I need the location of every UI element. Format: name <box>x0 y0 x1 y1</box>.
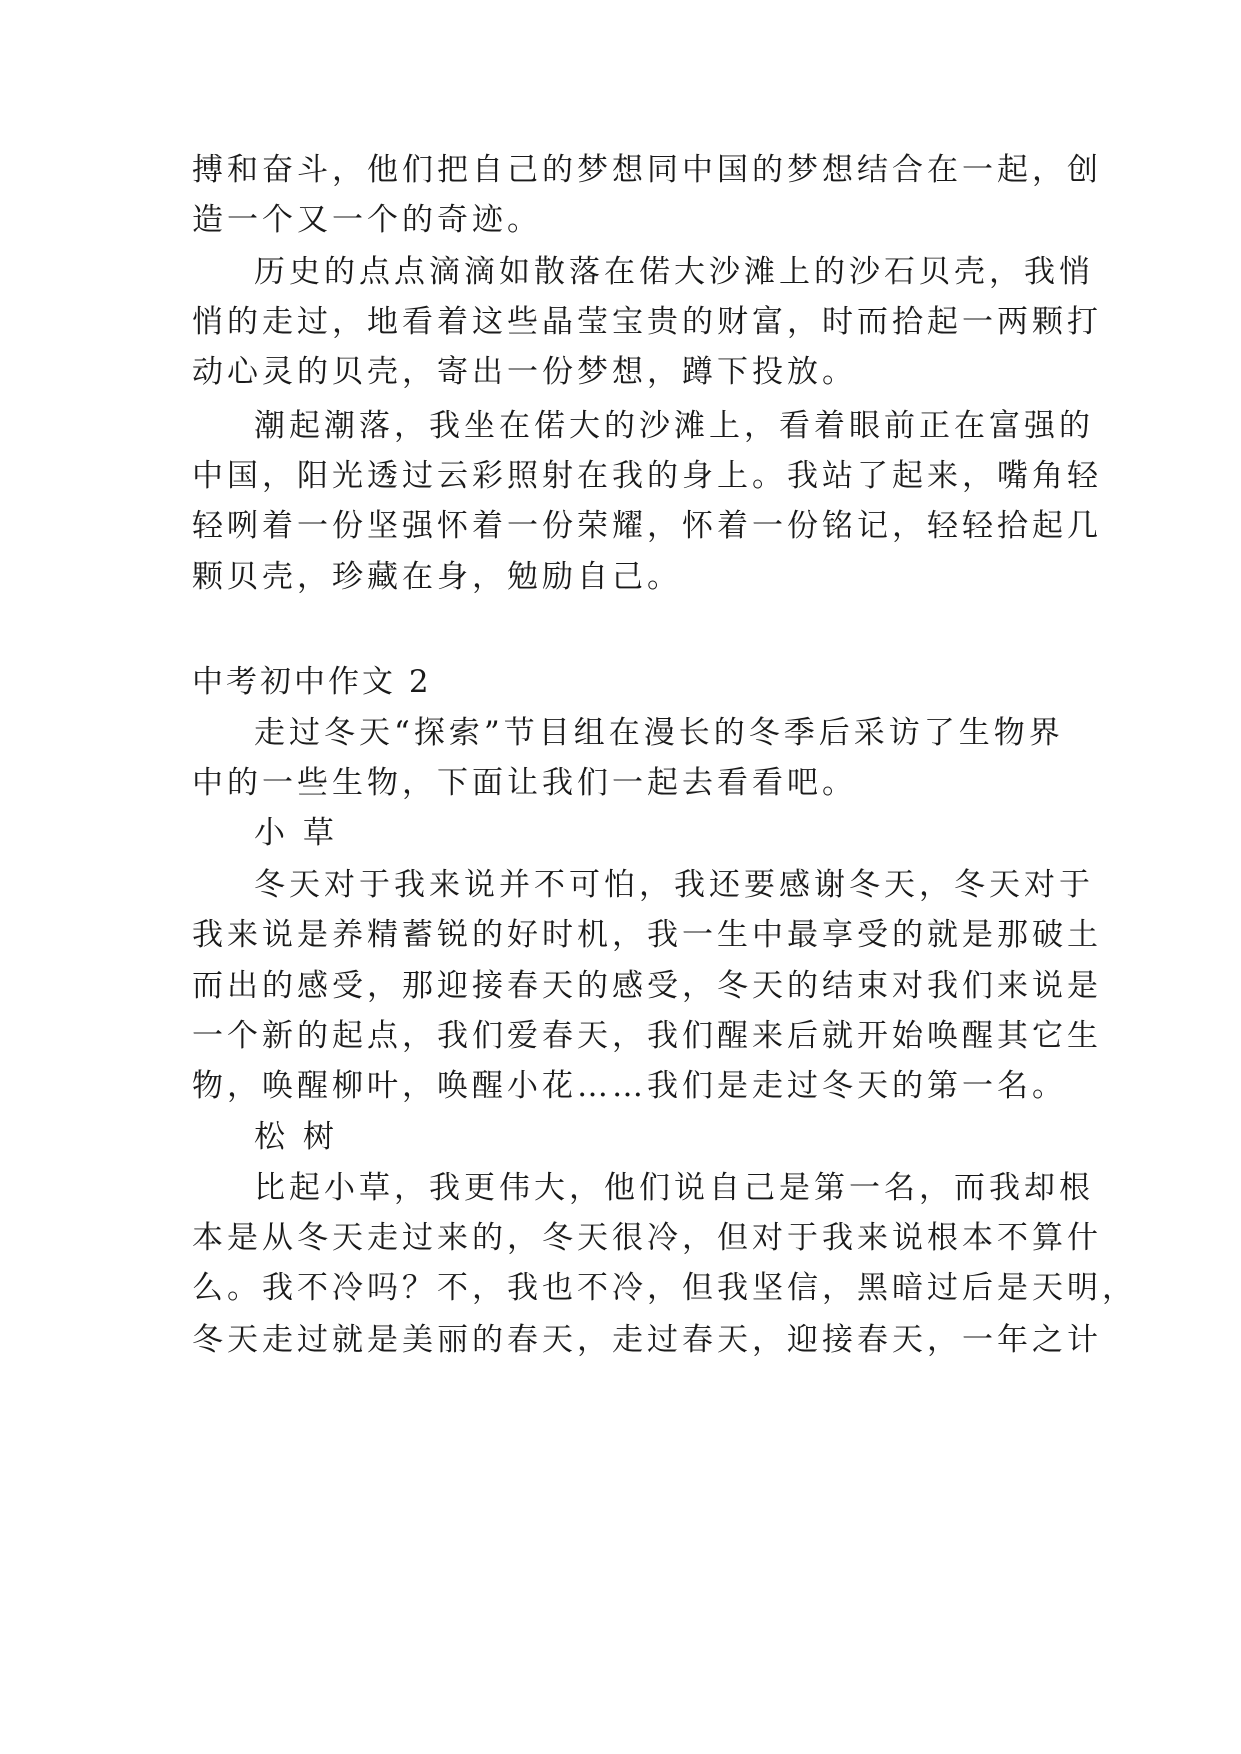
text-line: 颗贝壳，珍藏在身，勉励自己。 <box>192 559 682 595</box>
text-line: 我来说是养精蓄锐的好时机，我一生中最享受的就是那破土 <box>192 917 1102 953</box>
text-line: 潮起潮落，我坐在偌大的沙滩上，看着眼前正在富强的 <box>254 408 1094 444</box>
text-line: 历史的点点滴滴如散落在偌大沙滩上的沙石贝壳，我悄 <box>254 254 1094 290</box>
text-line: 搏和奋斗，他们把自己的梦想同中国的梦想结合在一起，创 <box>192 152 1102 188</box>
text-line: 走过冬天“探索”节目组在漫长的冬季后采访了生物界 <box>254 715 1064 751</box>
text-line: 冬天对于我来说并不可怕，我还要感谢冬天，冬天对于 <box>254 867 1094 903</box>
text-line: 造一个又一个的奇迹。 <box>192 202 542 238</box>
text-line: 比起小草，我更伟大，他们说自己是第一名，而我却根 <box>254 1170 1094 1206</box>
subheading: 小 草 <box>254 815 338 851</box>
text-line: 冬天走过就是美丽的春天，走过春天，迎接春天，一年之计 <box>192 1322 1102 1358</box>
text-line: 悄的走过，地看着这些晶莹宝贵的财富，时而拾起一两颗打 <box>192 304 1102 340</box>
text-line: 而出的感受，那迎接春天的感受，冬天的结束对我们来说是 <box>192 968 1102 1004</box>
section-heading: 中考初中作文 2 <box>192 664 432 700</box>
text-line: 本是从冬天走过来的，冬天很冷，但对于我来说根本不算什 <box>192 1220 1102 1256</box>
text-line: 中的一些生物，下面让我们一起去看看吧。 <box>192 765 857 801</box>
text-line: 中国，阳光透过云彩照射在我的身上。我站了起来，嘴角轻 <box>192 458 1102 494</box>
text-line: 一个新的起点，我们爱春天，我们醒来后就开始唤醒其它生 <box>192 1018 1102 1054</box>
text-line: 物，唤醒柳叶，唤醒小花……我们是走过冬天的第一名。 <box>192 1068 1067 1104</box>
text-line: 轻咧着一份坚强怀着一份荣耀，怀着一份铭记，轻轻拾起几 <box>192 508 1102 544</box>
text-line: 么。我不冷吗？不，我也不冷，但我坚信，黑暗过后是天明， <box>192 1270 1137 1306</box>
subheading: 松 树 <box>254 1119 338 1155</box>
text-line: 动心灵的贝壳，寄出一份梦想，蹲下投放。 <box>192 354 857 390</box>
